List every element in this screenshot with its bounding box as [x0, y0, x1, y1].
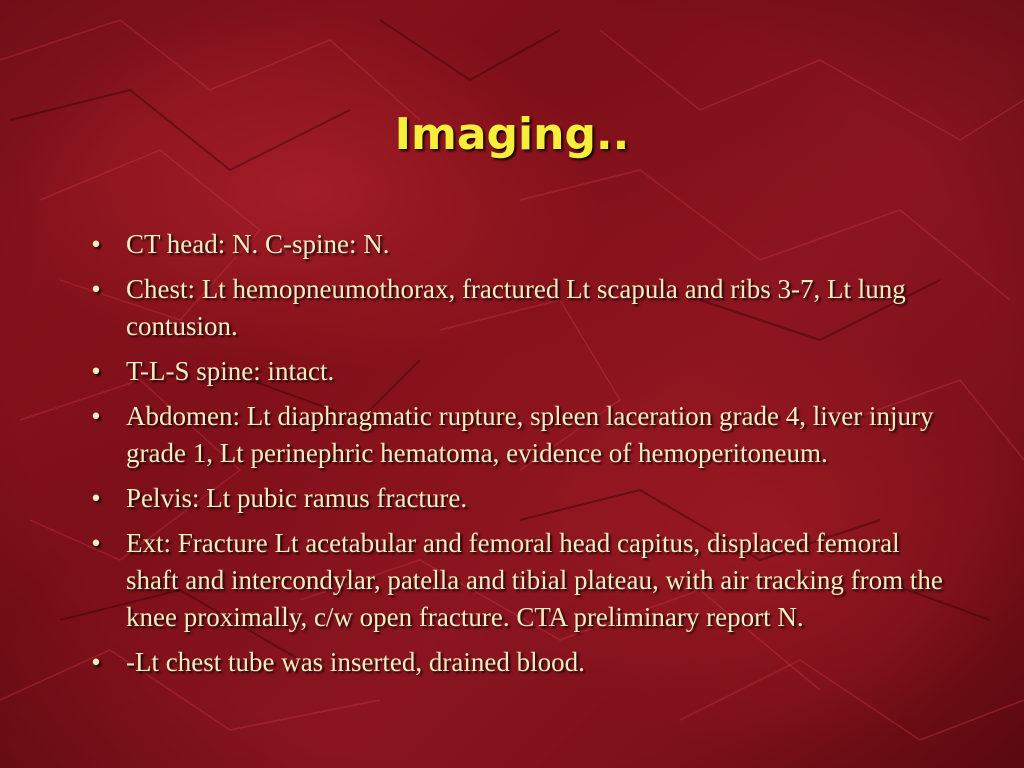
- bullet-text: Ext: Fracture Lt acetabular and femoral head capitus, displaced femoral shaft and intercondylar, patella and tibial plateau, with air tracking from the knee proximally, c/w open fracture. CTA preliminary report N.: [126, 528, 943, 632]
- bullet-list: [86, 226, 946, 689]
- bullet-dot: •: [91, 229, 101, 259]
- list-item: [86, 525, 946, 636]
- bullet-dot: •: [91, 528, 101, 558]
- list-item: [86, 353, 946, 390]
- bullet-text: Abdomen: Lt diaphragmatic rupture, spleen laceration grade 4, liver injury grade 1, Lt perinephric hematoma, evidence of hemoperitoneum.: [126, 401, 934, 468]
- list-item: [86, 271, 946, 345]
- slide-title: Imaging..: [394, 109, 630, 160]
- bullet-text: T-L-S spine: intact.: [126, 356, 335, 386]
- bullet-dot: •: [91, 274, 101, 304]
- list-item: [86, 226, 946, 263]
- bullet-dot: •: [91, 401, 101, 431]
- bullet-text: -Lt chest tube was inserted, drained blood.: [126, 647, 585, 677]
- bullet-dot: •: [91, 483, 101, 513]
- bullet-dot: •: [91, 647, 101, 677]
- bullet-text: Pelvis: Lt pubic ramus fracture.: [126, 483, 468, 513]
- bullet-dot: •: [91, 356, 101, 386]
- list-item: [86, 644, 946, 681]
- list-item: [86, 480, 946, 517]
- list-item: [86, 398, 946, 472]
- bullet-text: CT head: N. C-spine: N.: [126, 229, 390, 259]
- bullet-text: Chest: Lt hemopneumothorax, fractured Lt scapula and ribs 3-7, Lt lung contusion.: [126, 274, 906, 341]
